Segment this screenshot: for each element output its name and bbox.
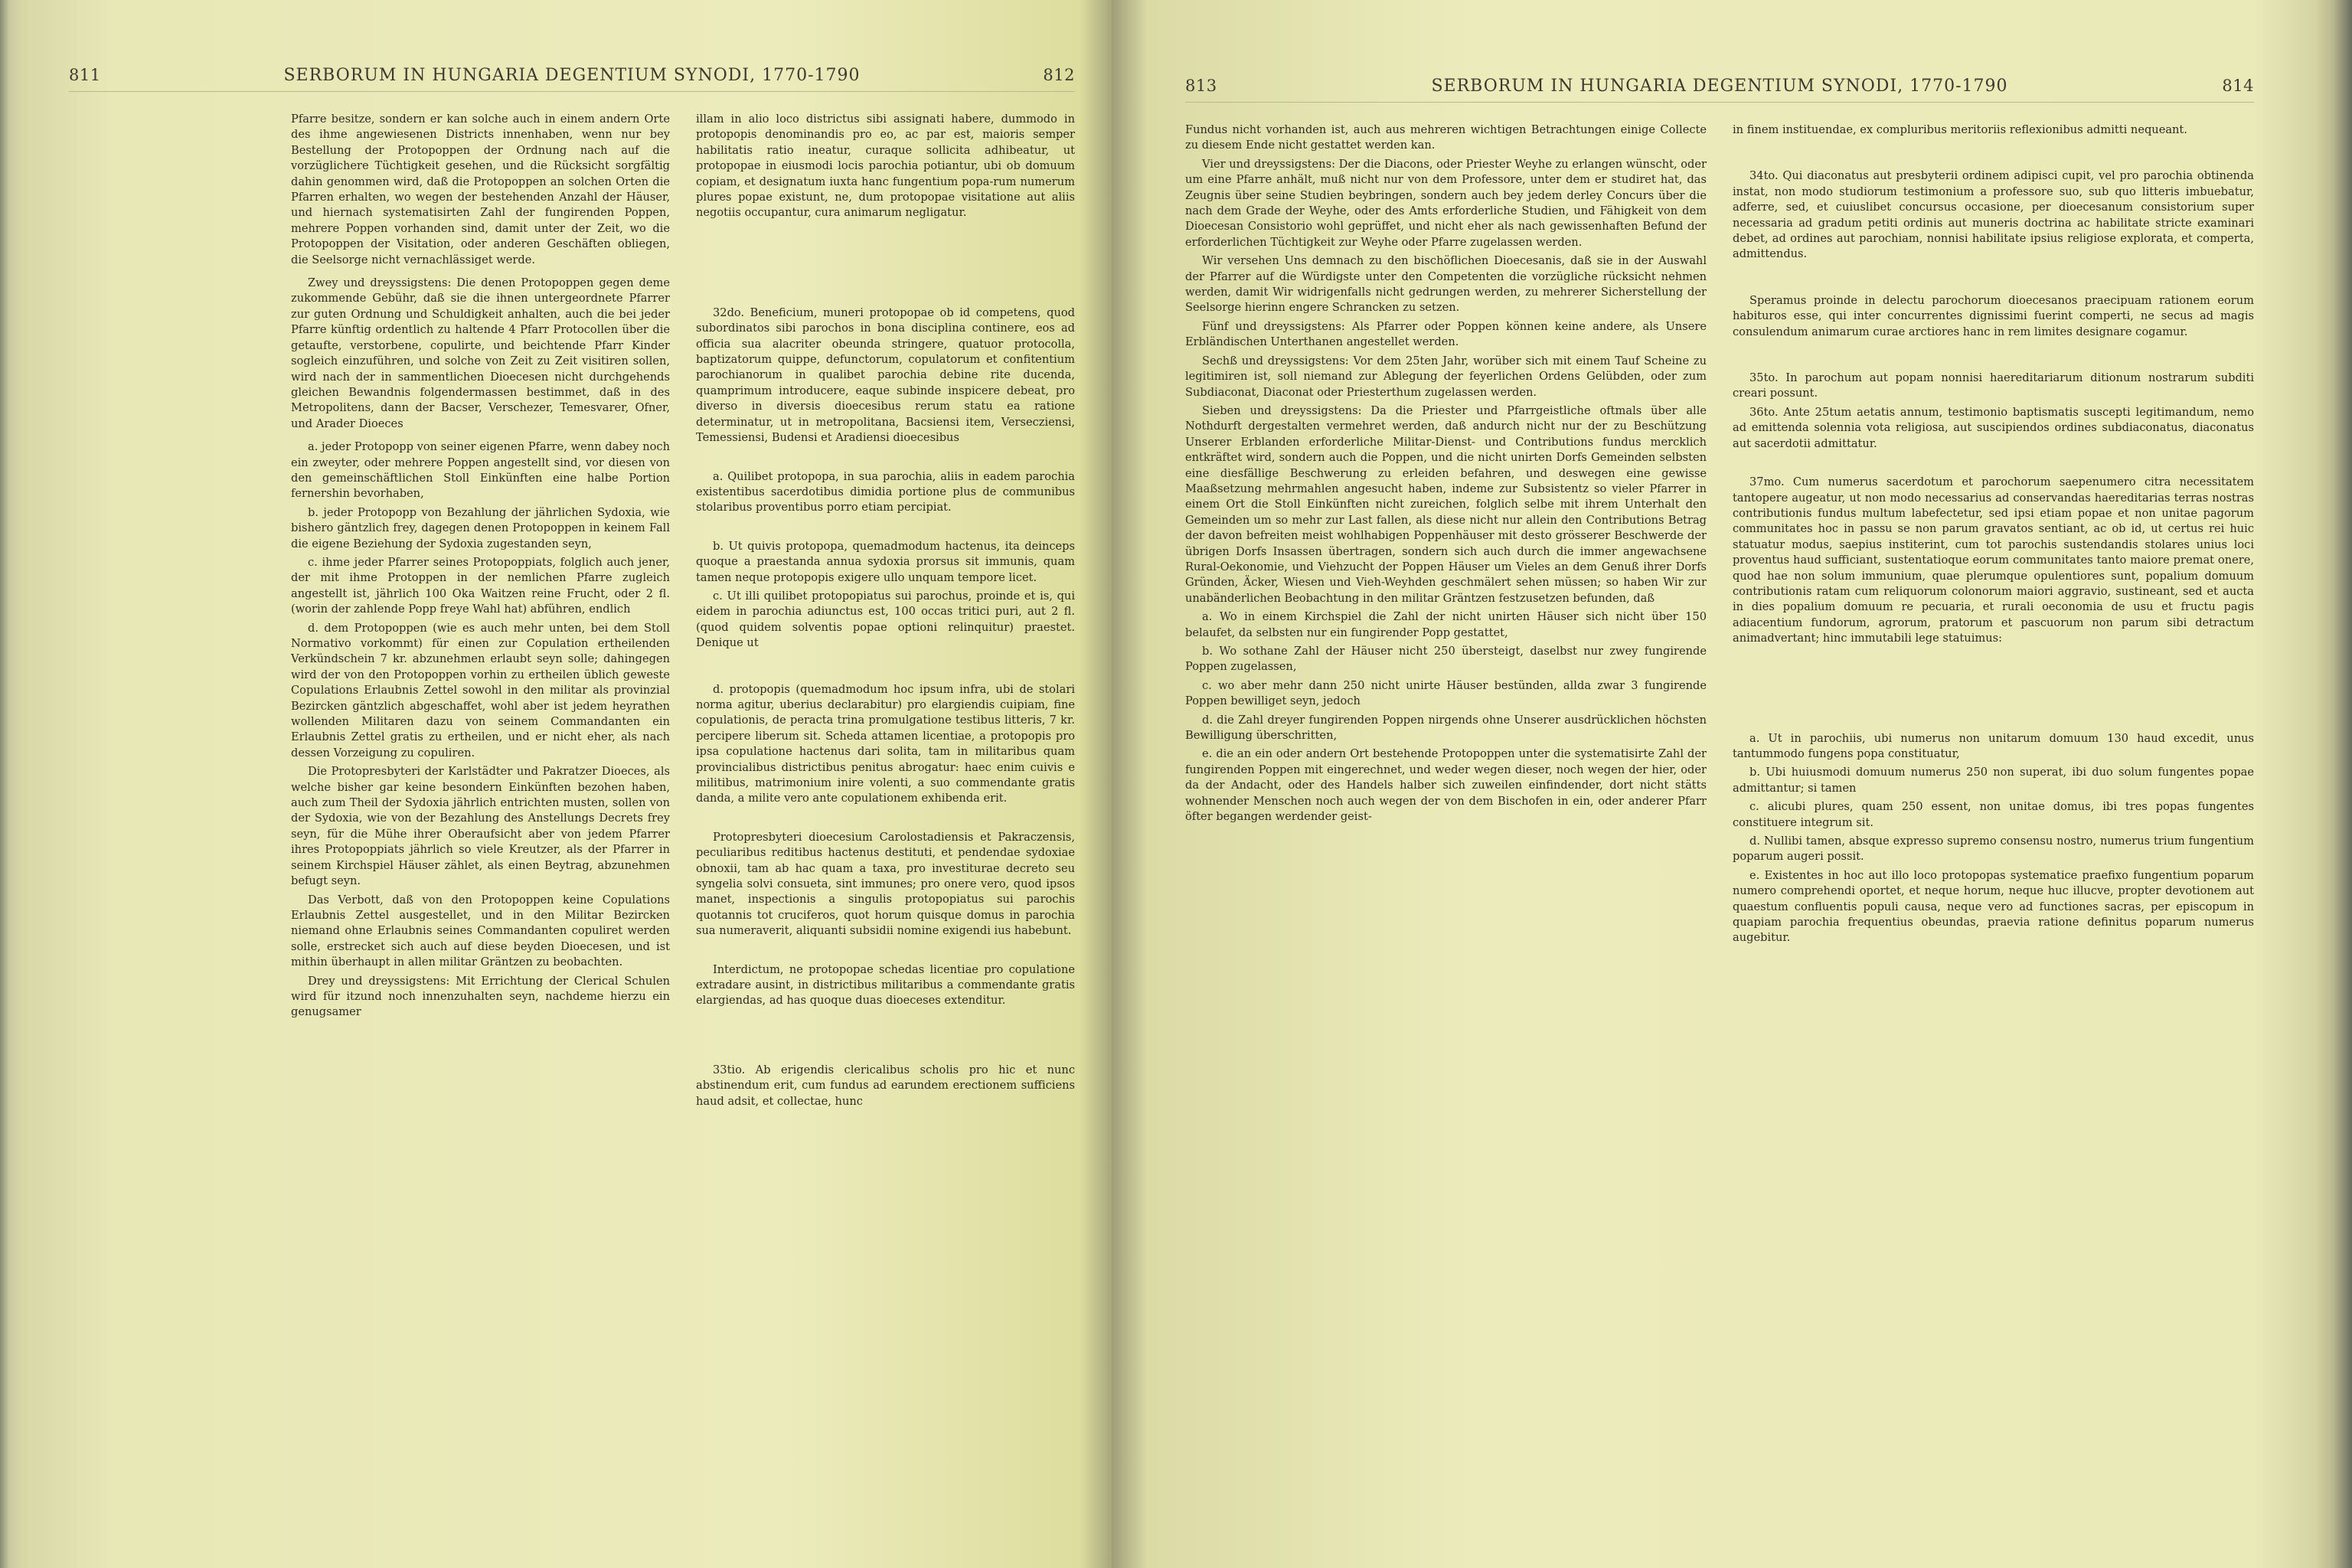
paragraph: c. wo aber mehr dann 250 nicht unirte Häuser bestünden, allda zwar 3 fungirende Poppen bewilliget seyn, jedoch (1185, 678, 1707, 708)
paragraph: b. Ubi huiusmodi domuum numerus 250 non superat, ibi duo solum fungentes popae admittantur; si tamen (1733, 766, 2254, 795)
german-column (1185, 122, 1707, 949)
paragraph: e. Existentes in hoc aut illo loco protopopas systematice praefixo fungentium poparum numero comprehendi oportet, et neque horum, neque huc illucve, propter devotionem aut quaestum confluentis populi causa, neque vero ad functiones sacras, per episcopum in quapiam parochia frequentius obeundas, praevia ratione definitus poparum numerus augebitur. (1733, 868, 2254, 945)
paragraph: in finem instituendae, ex compluribus meritoriis reflexionibus admitti nequeant. (1733, 123, 2187, 136)
paragraph: 37mo. Cum numerus sacerdotum et parochorum saepenumero citra necessitatem tantopere augeatur, ut non modo necessarius ad conservandas haereditarias terras nostras contributionis fundus multum labefectetur, sed ipsi etiam popae et non unitae pagorum communitates hoc in passu se non parum gravatos sentiant, ac ob id, ut certus rei huic statuatur modus, saepius institerint, cum tot parochis sustendandis stolares unius loci proventus haud sufficiant, sustentatioque eorum communitates tanto maiore premat onere, quod hae non solum immunium, quae plerumque opulentiores sunt, popalium domuum contributionis ratam cum reliquorum colonorum maiori aggravio, sustineant, sed et aucta in dies popalium domuum re pecuaria, et rurali oeconomia de usu et fructu pagis adiacentium fundorum, agrorum, pratorum et pascuorum non parum sibi detractum animadvertant; hinc immutabili lege statuimus: (1733, 475, 2254, 645)
paragraph: illam in alio loco districtus sibi assignati habere, dummodo in protopopis denominandis pro eo, ac par est, maioris semper habilitatis ratio ineatur, curaque sollicita adhibeatur, ut protopopae in eiusmodi locis parochia potiantur, ubi ob domuum copiam, et designatum iuxta hanc fungentium popa-rum numerum plures popae existunt, ne, dum protopopae visitatione aut aliis negotiis occupantur, cura animarum negligatur. (696, 113, 1075, 220)
paragraph: 32do. Beneficium, muneri protopopae ob id competens, quod subordinatos sibi parochos in bona disciplina continere, eos ad officia sua alacriter obeunda stringere, quatuor protocolla, baptizatorum quippe, defunctorum, copulatorum et confitentium parochianorum in qualibet parochia debine rite ducenda, quamprimum introducere, eaque subinde inspicere debeat, pro diverso in diversis dioecesibus rerum statu ea ratione determinatur, ut in metropolitana, Bacsiensi item, Versecziensi, Temessiensi, Budensi et Aradiensi dioecesibus (696, 305, 1075, 445)
paragraph: Protopresbyteri dioecesium Carolostadiensis et Pakraczensis, peculiaribus reditibus hactenus destituti, et pendendae sydoxiae obnoxii, tam ab hac quam a taxa, pro investiturae decreto seu syngelia solvi consueta, sint immunes; pro onere vero, quod ipsos manet, inspectionis a singulis protopopiatus sui parochis quotannis tot cruciferos, quot horum quisque domus in parochia sua numeraverit, aliquanti subsidii nomine exigendi ius habebunt. (696, 830, 1075, 938)
paragraph: Die Protopresbyteri der Karlstädter und Pakratzer Dioeces, als welche bisher gar keine besondern Einkünften bezohen haben, auch zum Theil der Sydoxia jährlich entrichten musten, sollen von der Sydoxia, wie von der Bezahlung des Anstellungs Decrets frey seyn, für die Mühe ihrer Oberaufsicht aber von jedem Pfarrer ihres Protopoppiats jährlich so viele Kreutzer, als der Pfarrer in seinem Kirchspiel Häuser zählet, als einen Beytrag, abzunehmen befugt seyn. (291, 765, 670, 888)
paragraph: c. alicubi plures, quam 250 essent, non unitae domus, ibi tres popas fungentes constituere integrum sit. (1733, 800, 2254, 829)
paragraph: Das Verbott, daß von den Protopoppen keine Copulations Erlaubnis Zettel ausgestellet, und in den Militar Bezircken niemand ohne Erlaubnis seines Commandanten copuliret werden solle, erstrecket sich auch auf diese beyden Dioecesen, und ist mithin überhaupt in allen militar Gräntzen zu beobachten. (291, 893, 670, 969)
paragraph: a. Wo in einem Kirchspiel die Zahl der nicht unirten Häuser sich nicht über 150 belaufet, da selbsten nur ein fungirender Popp gestattet, (1185, 610, 1707, 639)
page-title: SERBORUM IN HUNGARIA DEGENTIUM SYNODI, 1770-1790 (283, 66, 861, 85)
page-number-left: 813 (1185, 77, 1217, 95)
page-title: SERBORUM IN HUNGARIA DEGENTIUM SYNODI, 1770-1790 (1431, 77, 2008, 96)
book-edge-right (2315, 0, 2352, 1568)
page-number-right: 814 (2222, 77, 2254, 95)
paragraph: d. Nullibi tamen, absque expresso supremo consensu nostro, numerus trium fungentium poparum augeri possit. (1733, 835, 2254, 864)
paragraph: c. ihme jeder Pfarrer seines Protopoppiats, folglich auch jener, der mit ihme Protoppen in der nemlichen Pfarre zugleich angestellt ist, jährlich 100 Oka Waitzen reine Frucht, oder 2 fl. (worin der zahlende Popp freye Wahl hat) abführen, endlich (291, 555, 670, 616)
paragraph: Drey und dreyssigstens: Mit Errichtung der Clerical Schulen wird für itzund noch innenzuhalten seyn, nachdeme hierzu ein genugsamer (291, 974, 670, 1019)
left-page (23, 0, 1112, 1568)
paragraph: Fünf und dreyssigstens: Als Pfarrer oder Poppen können keine andere, als Unsere Erbländischen Unterthanen angestellet werden. (1185, 319, 1707, 349)
paragraph: Wir versehen Uns demnach zu den bischöflichen Dioecesanis, daß sie in der Auswahl der Pfarrer auf die Würdigste unter den Competenten die vorzügliche rücksicht nehmen werden, damit Wir widrigenfalls nicht gedrungen werden, zu mehrerer Sicherstellung der Seelsorge hierinn engere Schrancken zu setzen. (1185, 254, 1707, 315)
paragraph: Vier und dreyssigstens: Der die Diacons, oder Priester Weyhe zu erlangen wünscht, oder um eine Pfarre anhält, muß nicht nur von dem Professore, unter dem er studiret hat, das Zeugnis über seine Studien beybringen, sondern auch bey jedem derley Concurs über die nach dem Grade der Weyhe, oder des Amts erforderliche Studien, und Fähigkeit von dem Dioecesan Consistorio wohl geprüffet, und nicht eher als nach gewissenhaften Befund der erforderlichen Tüchtigkeit zur Weyhe oder Pfarre zugelassen werden. (1185, 157, 1707, 249)
paragraph: Sechß und dreyssigstens: Vor dem 25ten Jahr, worüber sich mit einem Tauf Scheine zu legitimiren ist, soll niemand zur Ablegung der feyerlichen Ordens Gelübden, oder zum Subdiaconat, Diaconat oder Priesterthum zugelassen werden. (1185, 354, 1707, 399)
paragraph: Pfarre besitze, sondern er kan solche auch in einem andern Orte des ihme angewiesenen Districts innenhaben, wenn nur bey Bestellung der Protopoppen der Ordnung nach auf die vorzüglichere Tüchtigkeit gesehen, und die Rücksicht sorgfältig dahin genommen wird, daß die Protopoppen an solchen Orten die Pfarren erhalten, wo wegen der bestehenden Anzahl der Häuser, und hiernach systematisirten Zahl der fungirenden Poppen, mehrere Poppen vorhanden sind, damit unter der Zeit, wo die Protopoppen der Visitation, oder anderen Geschäften obliegen, die Seelsorge nicht vernachlässiget werde. (291, 113, 670, 266)
paragraph: Interdictum, ne protopopae schedas licentiae pro copulatione extradare ausint, in districtibus militaribus a commendante gratis elargiendas, ad has quoque duas dioeceses extenditur. (696, 962, 1075, 1008)
paragraph: b. Wo sothane Zahl der Häuser nicht 250 übersteigt, daselbst nur zwey fungirende Poppen zugelassen, (1185, 645, 1707, 674)
paragraph: e. die an ein oder andern Ort bestehende Protopoppen unter die systematisirte Zahl der fungirenden Poppen mit eingerechnet, und weder wegen dieser, noch wegen der hier, oder da der Andacht, oder des Handels halber sich zuweilen einfindender, dort nicht stätts wohnender Menschen noch auch wegen der von dem Bischofen in ein, oder anderer Pfarr öfter begangen werdender geist- (1185, 747, 1707, 824)
paragraph: 34to. Qui diaconatus aut presbyterii ordinem adipisci cupit, vel pro parochia obtinenda instat, non modo studiorum testimonium a professore suo, sub quo litteris imbuebatur, adferre, sed, et cuiuslibet concursus occasione, per dioecesanum consistorium super necessaria ad gradum petiti ordinis aut muneris doctrina ac habilitate stricte examinari debet, ad ordines aut parochiam, nonnisi habilitate ipsius religiose explorata, et comperta, admittendus. (1733, 169, 2254, 261)
page-header (1185, 77, 2254, 103)
page-number-left: 811 (69, 66, 101, 84)
paragraph: Fundus nicht vorhanden ist, auch aus mehreren wichtigen Betrachtungen einige Collecte zu diesem Ende nicht gestattet werden kan. (1185, 123, 1707, 152)
paragraph: 35to. In parochum aut popam nonnisi haereditariarum ditionum nostrarum subditi creari possunt. (1733, 371, 2254, 400)
paragraph: b. jeder Protopopp von Bezahlung der jährlichen Sydoxia, wie bishero gäntzlich frey, dagegen denen Protopoppen in keinem Fall die eigene Beziehung der Sydoxia zugestanden seyn, (291, 505, 670, 550)
latin-column (696, 112, 1075, 1117)
page-header (69, 66, 1075, 92)
paragraph: a. Quilibet protopopa, in sua parochia, aliis in eadem parochia existentibus sacerdotibus dimidia portione plus de communibus stolaribus proventibus porro etiam percipiat. (696, 469, 1075, 514)
latin-column (1733, 122, 2254, 949)
paragraph: d. die Zahl dreyer fungirenden Poppen nirgends ohne Unserer ausdrücklichen höchsten Bewilligung überschritten, (1185, 713, 1707, 743)
paragraph: c. Ut illi quilibet protopopiatus sui parochus, proinde et is, qui eidem in parochia adiunctus est, 100 occas tritici puri, aut 2 fl. (quod quidem solventis popae optioni relinquitur) praestet. Denique ut (696, 589, 1075, 650)
paragraph: d. protopopis (quemadmodum hoc ipsum infra, ubi de stolari norma agitur, uberius declarabitur) pro elargiendis cuipiam, fine copulationis, de peracta trina promulgatione testibus litteris, 7 kr. percipere liberum sit. Scheda attamen licentiae, a protopopis pro ipsa copulatione hactenus dari solita, tam in militaribus quam provincialibus districtibus penitus abrogatur: haec enim cuivis e militibus, matrimonium inire volenti, a suo commendante gratis danda, a milite vero ante copulationem exhibenda erit. (696, 682, 1075, 805)
paragraph: a. Ut in parochiis, ubi numerus non unitarum domuum 130 haud excedit, unus tantummodo fungens popa constituatur, (1733, 731, 2254, 760)
paragraph: d. dem Protopoppen (wie es auch mehr unten, bei dem Stoll Normativo vorkommt) für einen zur Copulation ertheilenden Verkündschein 7 kr. abzunehmen erlaubt seyn solle; dahingegen wird der von den Protopoppen vorhin zu ertheilen üblich geweste Copulations Erlaubnis Zettel sowohl in den militar als provinzial Bezircken gäntzlich abgeschaffet, wohl aber ist jedem heyrathen wollenden Militaren dazu von seinem Commandanten ein Erlaubnis Zettel gratis zu ertheilen, und er nicht eher, als nach dessen Vorzeigung zu copuliren. (291, 621, 670, 760)
paragraph: Zwey und dreyssigstens: Die denen Protopoppen gegen deme zukommende Gebühr, daß sie die ihnen untergeordnete Pfarrer zur guten Ordnung und Schuldigkeit anhalten, auch die bei jeder Pfarre künftig ordentlich zu haltende 4 Pfarr Protocollen über die getaufte, verstorbene, copulirte, und beichtende Pfarr Kinder sogleich einzuführen, und solche von Zeit zu Zeit visitiren sollen, wird nach der in sammentlichen Dioecesen nicht durchgehends gleichen Bewandnis folgendermassen bestimmet, daß in des Metropolitens, dann der Bacser, Verschezer, Temesvarer, Ofner, und Arader Dioeces (291, 276, 670, 430)
right-page (1112, 0, 2315, 1568)
paragraph: Speramus proinde in delectu parochorum dioecesanos praecipuam rationem eorum habituros esse, qui inter concurrentes dignissimi fuerint comperti, ne secus ad magis consulendum animarum curae arctiores hanc in rem limites designare cogamur. (1733, 293, 2254, 338)
paragraph: 33tio. Ab erigendis clericalibus scholis pro hic et nunc abstinendum erit, cum fundus ad earundem erectionem sufficiens haud adsit, et collectae, hunc (696, 1063, 1075, 1108)
book-edge-left (0, 0, 23, 1568)
page-number-right: 812 (1043, 66, 1075, 84)
german-column (291, 112, 670, 1117)
paragraph: 36to. Ante 25tum aetatis annum, testimonio baptismatis suscepti legitimandum, nemo ad emittenda solennia vota religiosa, aut suscipiendos ordines subdiaconatus, diaconatus aut sacerdotii admittatur. (1733, 405, 2254, 450)
paragraph: Sieben und dreyssigstens: Da die Priester und Pfarrgeistliche oftmals über alle Nothdurft dergestalten vermehret werden, daß andurch nicht nur der zu Beschützung Unserer Erblanden erforderliche Militar-Dienst- und Contributions fundus mercklich entkräftet wird, sondern auch die Poppen, und die nicht unirten Dorfs Gemeinden selbsten eine diesfällige Beschwerung zu erleiden befahren, und deswegen eine gewisse Maaßsetzung mehrmahlen angesucht haben, indeme zur Subsistentz so vieler Pfarrer in einem Ort die Stoll Einkünften nicht zureichen, folglich selbe mit ihrem Unterhalt den Gemeinden um so mehr zur Last fallen, als diese nicht nur allein den Contributions Betrag der davon befreiten meist wohlhabigen Poppenhäuser mit desto grösserer Beschwerde der übrigen Dorfs Insassen übertragen, sondern sich auch durch die immer angewachsene Rural-Oekonomie, und Viehzucht der Poppen Häuser um Vieles an dem Genuß ihrer Dorfs Gründen, Äcker, Wiesen und Vieh-Weyhden geschmälert sehen müssen; so haben Wir zur unabänderlichen Beobachtung in den militar Gräntzen festzusetzen befunden, daß (1185, 403, 1707, 605)
paragraph: b. Ut quivis protopopa, quemadmodum hactenus, ita deinceps quoque a praestanda annua sydoxia prorsus sit immunis, quam tamen neque protopopis exigere ullo unquam tempore licet. (696, 539, 1075, 584)
paragraph: a. jeder Protopopp von seiner eigenen Pfarre, wenn dabey noch ein zweyter, oder mehrere Poppen angestellt sind, vor diesen von den gemeinschäftlichen Stoll Einkünften eine halbe Portion fernershin bevorhaben, (291, 440, 670, 501)
